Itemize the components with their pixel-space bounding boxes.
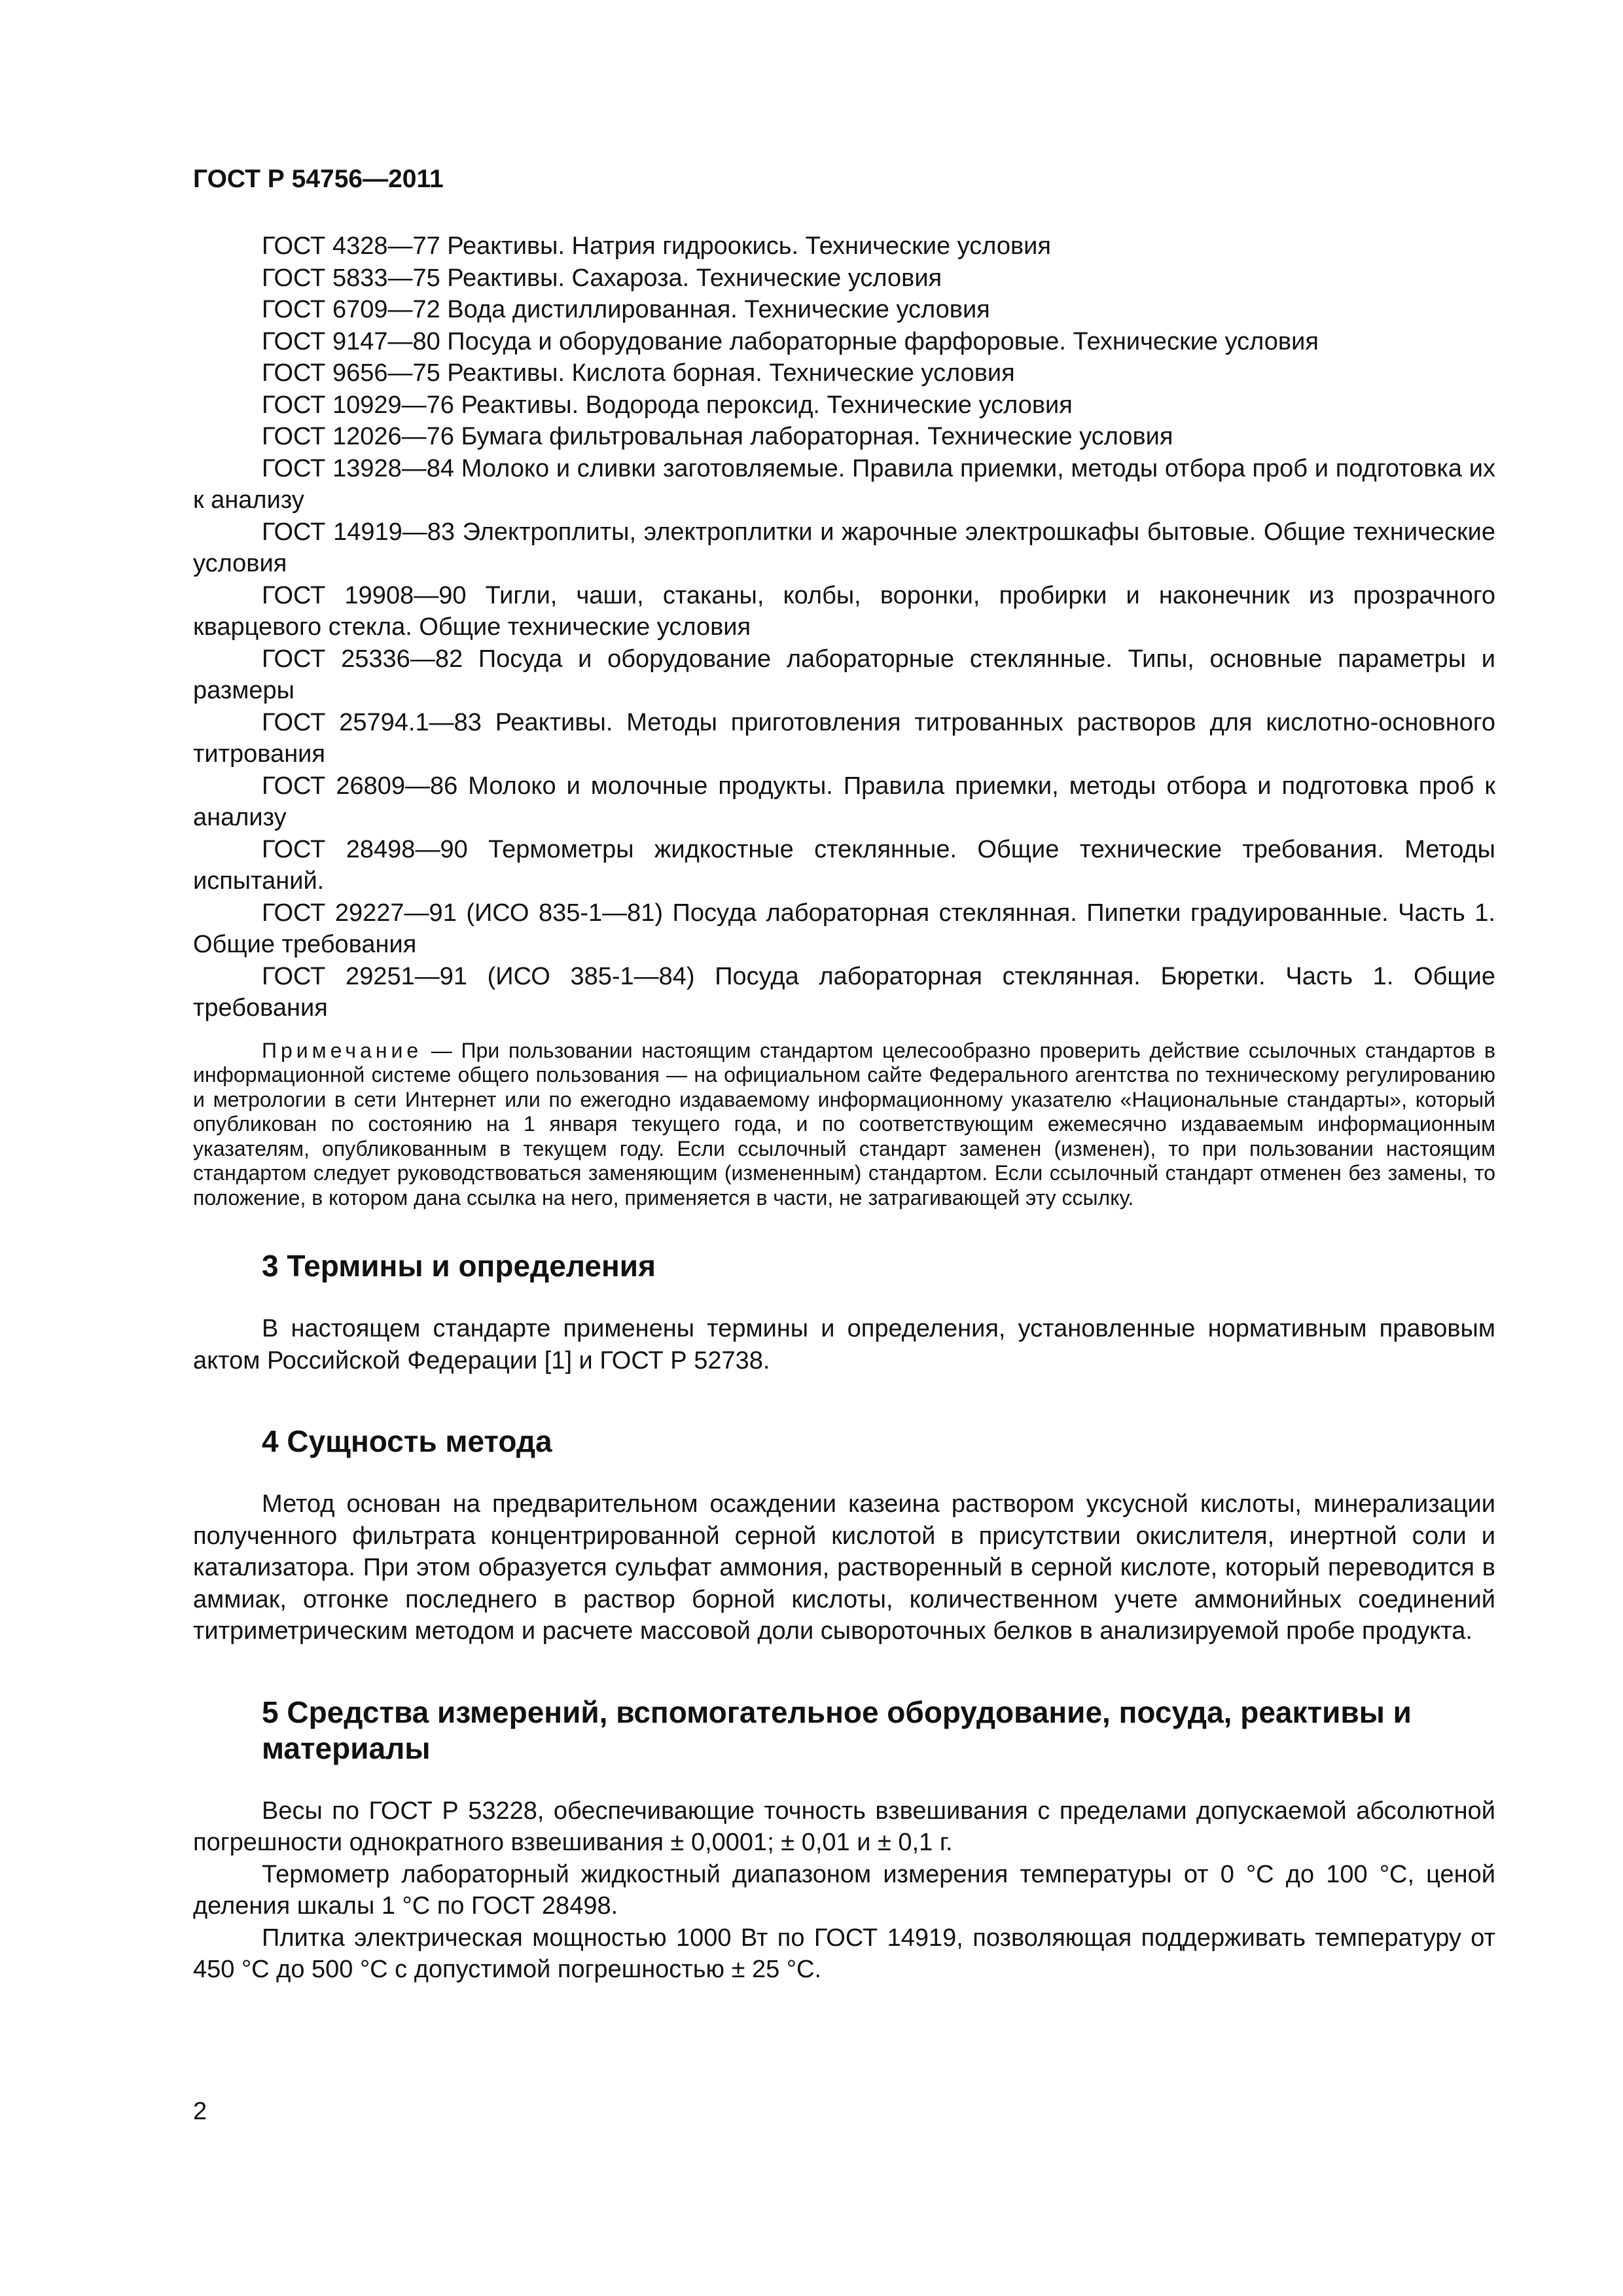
section-4-text: Метод основан на предварительном осаждении казеина раствором уксусной кислоты, минерализации полученного фильтрата концентрированной серной кислотой в присутствии окислителя, инертной соли и катализатора. При этом образуется сульфат аммония, растворенный в серной кислоте, который переводится в аммиак, отгонке последнего в раствор борной кислоты, количественном учете аммонийных соединений титриметрическим методом и расчете массовой доли сывороточных белков в анализируемой пробе продукта.	[193, 1490, 1495, 1645]
section-4-title: 4 Сущность метода	[262, 1424, 552, 1458]
reference-item: ГОСТ 13928—84 Молоко и сливки заготовляемые. Правила приемки, методы отбора проб и подготовка их к анализу	[193, 454, 1495, 514]
section-5-paragraph: Термометр лабораторный жидкостный диапазоном измерения температуры от 0 °С до 100 °С, ценой деления шкалы 1 °С по ГОСТ 28498.	[193, 1860, 1495, 1920]
section-5-title: 5 Средства измерений, вспомогательное оборудование, посуда, реактивы и материалы	[262, 1695, 1412, 1765]
reference-item: ГОСТ 12026—76 Бумага фильтровальная лабораторная. Технические условия	[262, 423, 1173, 450]
note	[193, 1039, 1495, 1211]
note-label: Примечание	[262, 1038, 423, 1062]
reference-item: ГОСТ 6709—72 Вода дистиллированная. Технические условия	[262, 296, 990, 323]
reference-item: ГОСТ 29227—91 (ИСО 835-1—81) Посуда лабораторная стеклянная. Пипетки градуированные. Часть 1. Общие требования	[193, 899, 1495, 958]
document-code: ГОСТ Р 54756—2011	[193, 165, 444, 193]
reference-item: ГОСТ 10929—76 Реактивы. Водорода пероксид. Технические условия	[262, 391, 1073, 419]
reference-item: ГОСТ 25336—82 Посуда и оборудование лабораторные стеклянные. Типы, основные параметры и размеры	[193, 645, 1495, 704]
note-text: — При пользовании настоящим стандартом целесообразно проверить действие ссылочных стандартов в информационной системе общего пользования — на официальном сайте Федерального агентства по техническому регулированию и метрологии в сети Интернет или по ежегодно издаваемому информационному указателю «Национальные стандарты», который опубликован по состоянию на 1 января текущего года, и по соответствующим ежемесячно издаваемым информационным указателям, опубликованным в текущем году. Если ссылочный стандарт заменен (изменен), то при пользовании настоящим стандартом следует руководствоваться заменяющим (измененным) стандартом. Если ссылочный стандарт отменен без замены, то положение, в котором дана ссылка на него, применяется в части, не затрагивающей эту ссылку.	[193, 1038, 1496, 1210]
page-number: 2	[193, 2098, 207, 2125]
section-3-text: В настоящем стандарте применены термины и определения, установленные нормативным правовым актом Российской Федерации [1] и ГОСТ Р 52738.	[193, 1315, 1495, 1374]
reference-item: ГОСТ 25794.1—83 Реактивы. Методы приготовления титрованных растворов для кислотно-основного титрования	[193, 708, 1495, 768]
reference-item: ГОСТ 29251—91 (ИСО 385-1—84) Посуда лабораторная стеклянная. Бюретки. Часть 1. Общие требования	[193, 962, 1495, 1022]
reference-item: ГОСТ 4328—77 Реактивы. Натрия гидроокись. Технические условия	[262, 232, 1051, 260]
reference-list	[193, 230, 1495, 1024]
section-5-paragraph: Весы по ГОСТ Р 53228, обеспечивающие точность взвешивания с пределами допускаемой абсолютной погрешности однократного взвешивания ± 0,0001; ± 0,01 и ± 0,1 г.	[193, 1797, 1495, 1856]
reference-item: ГОСТ 19908—90 Тигли, чаши, стаканы, колбы, воронки, пробирки и наконечник из прозрачного кварцевого стекла. Общие технические условия	[193, 581, 1495, 641]
section-5-paragraph: Плитка электрическая мощностью 1000 Вт по ГОСТ 14919, позволяющая поддерживать температуру от 450 °С до 500 °С с допустимой погрешностью ± 25 °С.	[193, 1924, 1495, 1983]
page-content	[193, 230, 1495, 1986]
section-3-title: 3 Термины и определения	[262, 1249, 656, 1283]
reference-item: ГОСТ 9656—75 Реактивы. Кислота борная. Технические условия	[262, 359, 1015, 387]
reference-item: ГОСТ 14919—83 Электроплиты, электроплитки и жарочные электрошкафы бытовые. Общие технические условия	[193, 518, 1495, 577]
reference-item: ГОСТ 9147—80 Посуда и оборудование лабораторные фарфоровые. Технические условия	[262, 327, 1319, 355]
reference-item: ГОСТ 28498—90 Термометры жидкостные стеклянные. Общие технические требования. Методы испытаний.	[193, 835, 1495, 895]
reference-item: ГОСТ 26809—86 Молоко и молочные продукты. Правила приемки, методы отбора и подготовка проб к анализу	[193, 772, 1495, 831]
reference-item: ГОСТ 5833—75 Реактивы. Сахароза. Технические условия	[262, 264, 942, 292]
